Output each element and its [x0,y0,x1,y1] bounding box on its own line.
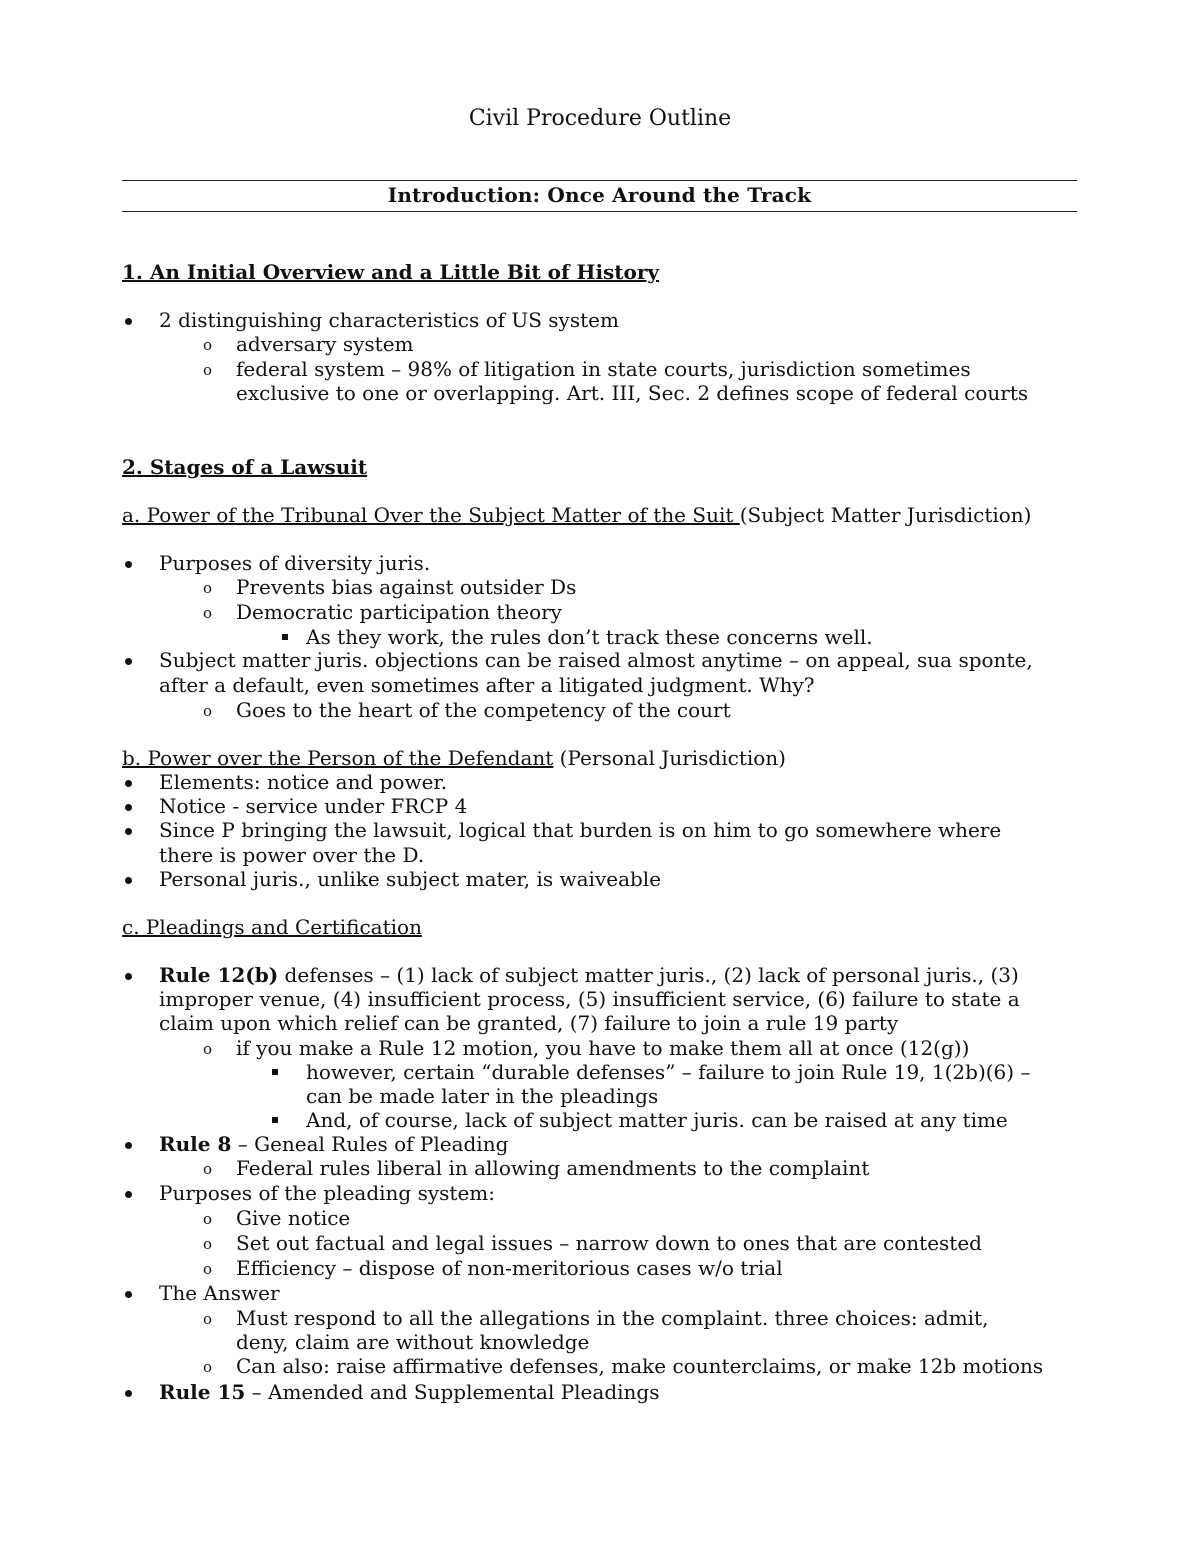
subsection-a-note: (Subject Matter Jurisdiction) [739,503,1032,527]
list-item [159,1132,508,1156]
circle-bullet-icon: o [203,604,213,622]
list-item: 2 distinguishing characteristics of US system [159,308,619,332]
list-item: Federal rules liberal in allowing amendments to the complaint [236,1156,870,1180]
list-item: And, of course, lack of subject matter juris. can be raised at any time [306,1108,1008,1132]
circle-bullet-icon: o [203,1040,213,1058]
list-item-continuation: deny, claim are without knowledge [236,1330,590,1354]
list-item: Subject matter juris. objections can be raised almost anytime – on appeal, sua sponte, [159,648,1033,672]
subsection-b-title: b. Power over the Person of the Defendant [122,746,554,770]
subsection-a-heading [122,503,1031,527]
list-item: federal system – 98% of litigation in state courts, jurisdiction sometimes [236,357,971,381]
rule-label: Rule 15 [159,1380,246,1404]
list-item [159,1380,659,1404]
subsection-b-heading [122,746,786,770]
circle-bullet-icon: o [203,1310,213,1328]
list-item [159,963,1019,987]
list-item: Must respond to all the allegations in the complaint. three choices: admit, [236,1306,989,1330]
list-item: Goes to the heart of the competency of the court [236,698,731,722]
rule-label: Rule 8 [159,1132,232,1156]
page-title: Civil Procedure Outline [468,106,732,131]
list-item: Notice - service under FRCP 4 [159,794,468,818]
list-item-continuation: can be made later in the pleadings [306,1084,659,1108]
subsection-b-note: (Personal Jurisdiction) [553,746,786,770]
rule-text: defenses – (1) lack of subject matter juris., (2) lack of personal juris., (3) [278,963,1019,987]
subsection-c-heading [122,915,422,939]
list-item: Give notice [236,1206,351,1230]
square-bullet-icon [272,1069,278,1075]
list-item: Since P bringing the lawsuit, logical that burden is on him to go somewhere where [159,818,1002,842]
subsection-a-title: a. Power of the Tribunal Over the Subject Matter of the Suit [122,503,740,527]
section-2-heading: 2. Stages of a Lawsuit [122,455,368,479]
circle-bullet-icon: o [203,336,213,354]
banner-top-rule [122,180,1077,181]
list-item: Set out factual and legal issues – narrow down to ones that are contested [236,1231,982,1255]
list-item: Prevents bias against outsider Ds [236,575,577,599]
list-item: if you make a Rule 12 motion, you have to make them all at once (12(g)) [236,1036,970,1060]
list-item-continuation: there is power over the D. [159,843,425,867]
circle-bullet-icon: o [203,1210,213,1228]
list-item-continuation: claim upon which relief can be granted, (7) failure to join a rule 19 party [159,1011,899,1035]
rule-text: – Amended and Supplemental Pleadings [245,1380,660,1404]
list-item: however, certain “durable defenses” – failure to join Rule 19, 1(2b)(6) – [306,1060,1031,1084]
list-item: Can also: raise affirmative defenses, make counterclaims, or make 12b motions [236,1354,1044,1378]
list-item: Democratic participation theory [236,600,562,624]
list-item-continuation: exclusive to one or overlapping. Art. III, Sec. 2 defines scope of federal courts [236,381,1029,405]
square-bullet-icon [282,634,288,640]
circle-bullet-icon: o [203,1235,213,1253]
bullet-icon [125,318,132,325]
square-bullet-icon [272,1117,278,1123]
bullet-icon [125,877,132,884]
bullet-icon [125,1291,132,1298]
circle-bullet-icon: o [203,361,213,379]
list-item: Efficiency – dispose of non-meritorious cases w/o trial [236,1256,783,1280]
list-item-continuation: after a default, even sometimes after a litigated judgment. Why? [159,673,815,697]
bullet-icon [125,804,132,811]
list-item: As they work, the rules don’t track these concerns well. [306,625,873,649]
circle-bullet-icon: o [203,579,213,597]
section-banner: Introduction: Once Around the Track [387,183,812,207]
circle-bullet-icon: o [203,1160,213,1178]
subsection-c-title: c. Pleadings and Certification [122,915,422,939]
circle-bullet-icon: o [203,1260,213,1278]
bullet-icon [125,1390,132,1397]
list-item: adversary system [236,332,414,356]
bullet-icon [125,561,132,568]
bullet-icon [125,828,132,835]
list-item: Purposes of the pleading system: [159,1181,495,1205]
bullet-icon [125,1142,132,1149]
list-item: Purposes of diversity juris. [159,551,431,575]
circle-bullet-icon: o [203,702,213,720]
section-1-heading: 1. An Initial Overview and a Little Bit of History [122,260,660,284]
bullet-icon [125,658,132,665]
rule-text: – Geneal Rules of Pleading [231,1132,509,1156]
list-item: The Answer [159,1281,280,1305]
banner-bottom-rule [122,211,1077,212]
rule-label: Rule 12(b) [159,963,279,987]
list-item-continuation: improper venue, (4) insufficient process, (5) insufficient service, (6) failure to state a [159,987,1020,1011]
circle-bullet-icon: o [203,1358,213,1376]
bullet-icon [125,780,132,787]
bullet-icon [125,973,132,980]
bullet-icon [125,1191,132,1198]
list-item: Elements: notice and power. [159,770,448,794]
list-item: Personal juris., unlike subject mater, is waiveable [159,867,662,891]
